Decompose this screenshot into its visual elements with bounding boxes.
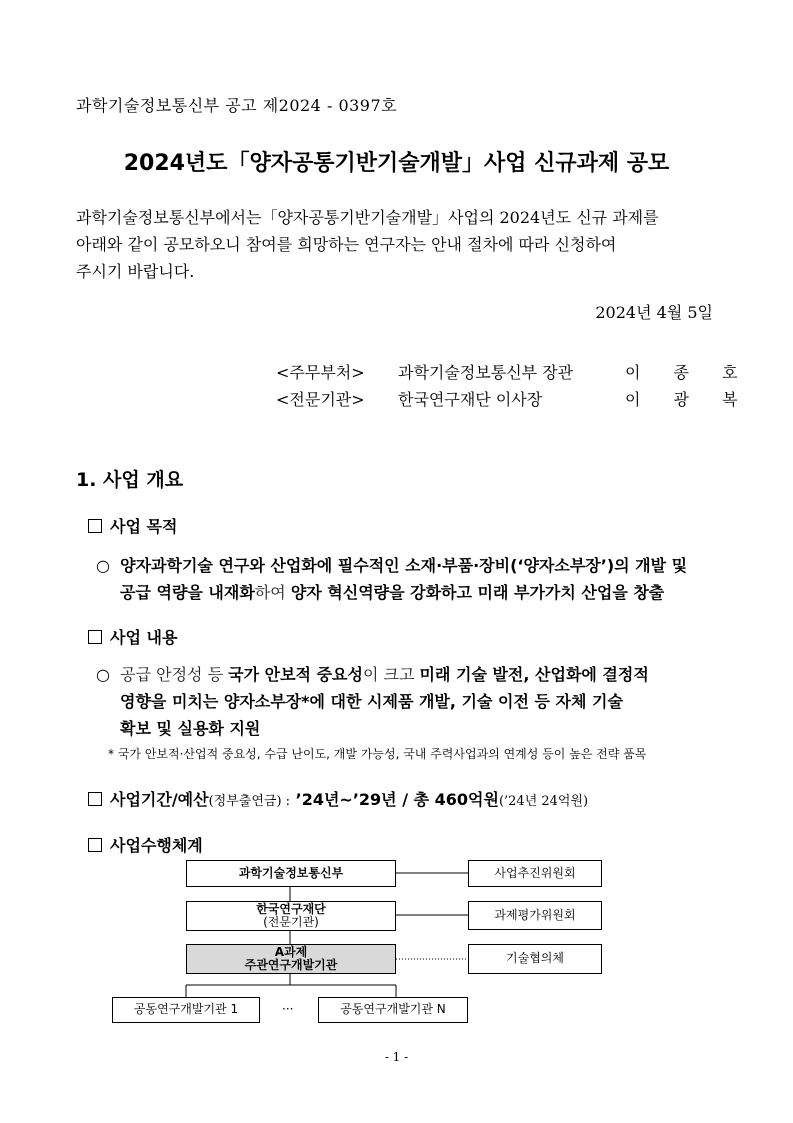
structure-heading-text: 사업수행체계 bbox=[110, 836, 203, 855]
org-ministry bbox=[186, 860, 396, 887]
intro-line-2: 아래와 같이 공모하오니 참여를 희망하는 연구자는 안내 절차에 따라 신청하여 bbox=[76, 235, 617, 254]
page-title: 2024년도「양자공통기반기술개발」사업 신규과제 공모 bbox=[123, 151, 670, 176]
org-council bbox=[468, 944, 602, 974]
org-ministry-text: 과학기술정보통신부 bbox=[238, 865, 344, 880]
purpose-line-2-b: 하여 bbox=[254, 583, 286, 602]
content-line-3-text: 확보 및 실용화 지원 bbox=[120, 719, 261, 738]
period-value: ’24년~’29년 / 총 460억원 bbox=[295, 790, 499, 809]
org-task-sub: 주관연구개발기관 bbox=[244, 958, 338, 972]
content-line-1-c: 이 크고 bbox=[362, 665, 415, 684]
org-ellipsis: ··· bbox=[282, 1002, 294, 1016]
section-1-title: 1. 사업 개요 bbox=[76, 469, 184, 491]
content-footnote: * 국가 안보적·산업적 중요성, 수급 난이도, 개발 가능성, 국내 주력사업과의 연계성 등이 높은 전략 품목 bbox=[108, 747, 647, 761]
org-committee-1-text: 사업추진위원회 bbox=[494, 865, 576, 880]
period-heading: 사업기간/예산 bbox=[110, 790, 209, 809]
org-co-institution-n-text: 공동연구개발기관 N bbox=[340, 1002, 446, 1017]
org-foundation-text: 한국연구재단 bbox=[256, 901, 326, 916]
org-task-text: A과제 bbox=[274, 944, 308, 959]
org-co-institution-1-text: 공동연구개발기관 1 bbox=[133, 1002, 239, 1017]
agency-label: <전문기관> bbox=[276, 390, 365, 409]
period-sub: (’24년 24억원) bbox=[498, 794, 589, 809]
intro-line-1: 과학기술정보통신부에서는「양자공통기반기술개발」사업의 2024년도 신규 과제를 bbox=[76, 208, 659, 227]
purpose-heading-text: 사업 목적 bbox=[110, 517, 178, 536]
org-foundation bbox=[186, 901, 396, 931]
content-line-2-text: 영향을 미치는 양자소부장*에 대한 시제품 개발, 기술 이전 등 자체 기술 bbox=[120, 692, 623, 711]
page-number: - 1 - bbox=[384, 1050, 409, 1064]
org-foundation-sub: (전문기관) bbox=[263, 915, 319, 929]
org-co-institution-n bbox=[318, 997, 468, 1023]
ministry-name: 과학기술정보통신부 장관 bbox=[398, 363, 574, 382]
org-council-text: 기술협의체 bbox=[506, 951, 564, 966]
org-committee-2 bbox=[468, 901, 602, 930]
circle-bullet-icon: ○ bbox=[96, 665, 110, 684]
intro-line-3: 주시기 바랍니다. bbox=[76, 262, 195, 281]
content-line-1-d: 미래 기술 발전, 산업화에 결정적 bbox=[419, 665, 649, 684]
agency-person: 이 광 복 bbox=[625, 390, 752, 409]
agency-name: 한국연구재단 이사장 bbox=[398, 390, 543, 409]
org-task bbox=[186, 944, 396, 974]
org-co-institution-1 bbox=[112, 997, 260, 1023]
content-line-1-b: 국가 안보적 중요성 bbox=[228, 665, 363, 684]
ministry-label: <주무부처> bbox=[276, 363, 365, 382]
ministry-person: 이 종 호 bbox=[625, 363, 752, 382]
period-note: (정부출연금) : bbox=[208, 794, 291, 809]
notice-number: 과학기술정보통신부 공고 제2024 - 0397호 bbox=[76, 96, 398, 115]
content-line-1-a: 공급 안정성 등 bbox=[120, 665, 224, 684]
announcement-date: 2024년 4월 5일 bbox=[595, 303, 713, 322]
purpose-line-1-text: 양자과학기술 연구와 산업화에 필수적인 소재·부품·장비(‘양자소부장’)의 개발 및 bbox=[120, 556, 688, 575]
purpose-line-2-c: 양자 혁신역량을 강화하고 미래 부가가치 산업을 창출 bbox=[290, 583, 665, 602]
org-committee-2-text: 과제평가위원회 bbox=[494, 907, 576, 922]
content-heading-text: 사업 내용 bbox=[110, 628, 178, 647]
org-committee-1 bbox=[468, 860, 602, 887]
circle-bullet-icon: ○ bbox=[96, 556, 110, 575]
purpose-line-2-a: 공급 역량을 내재화 bbox=[120, 583, 255, 602]
